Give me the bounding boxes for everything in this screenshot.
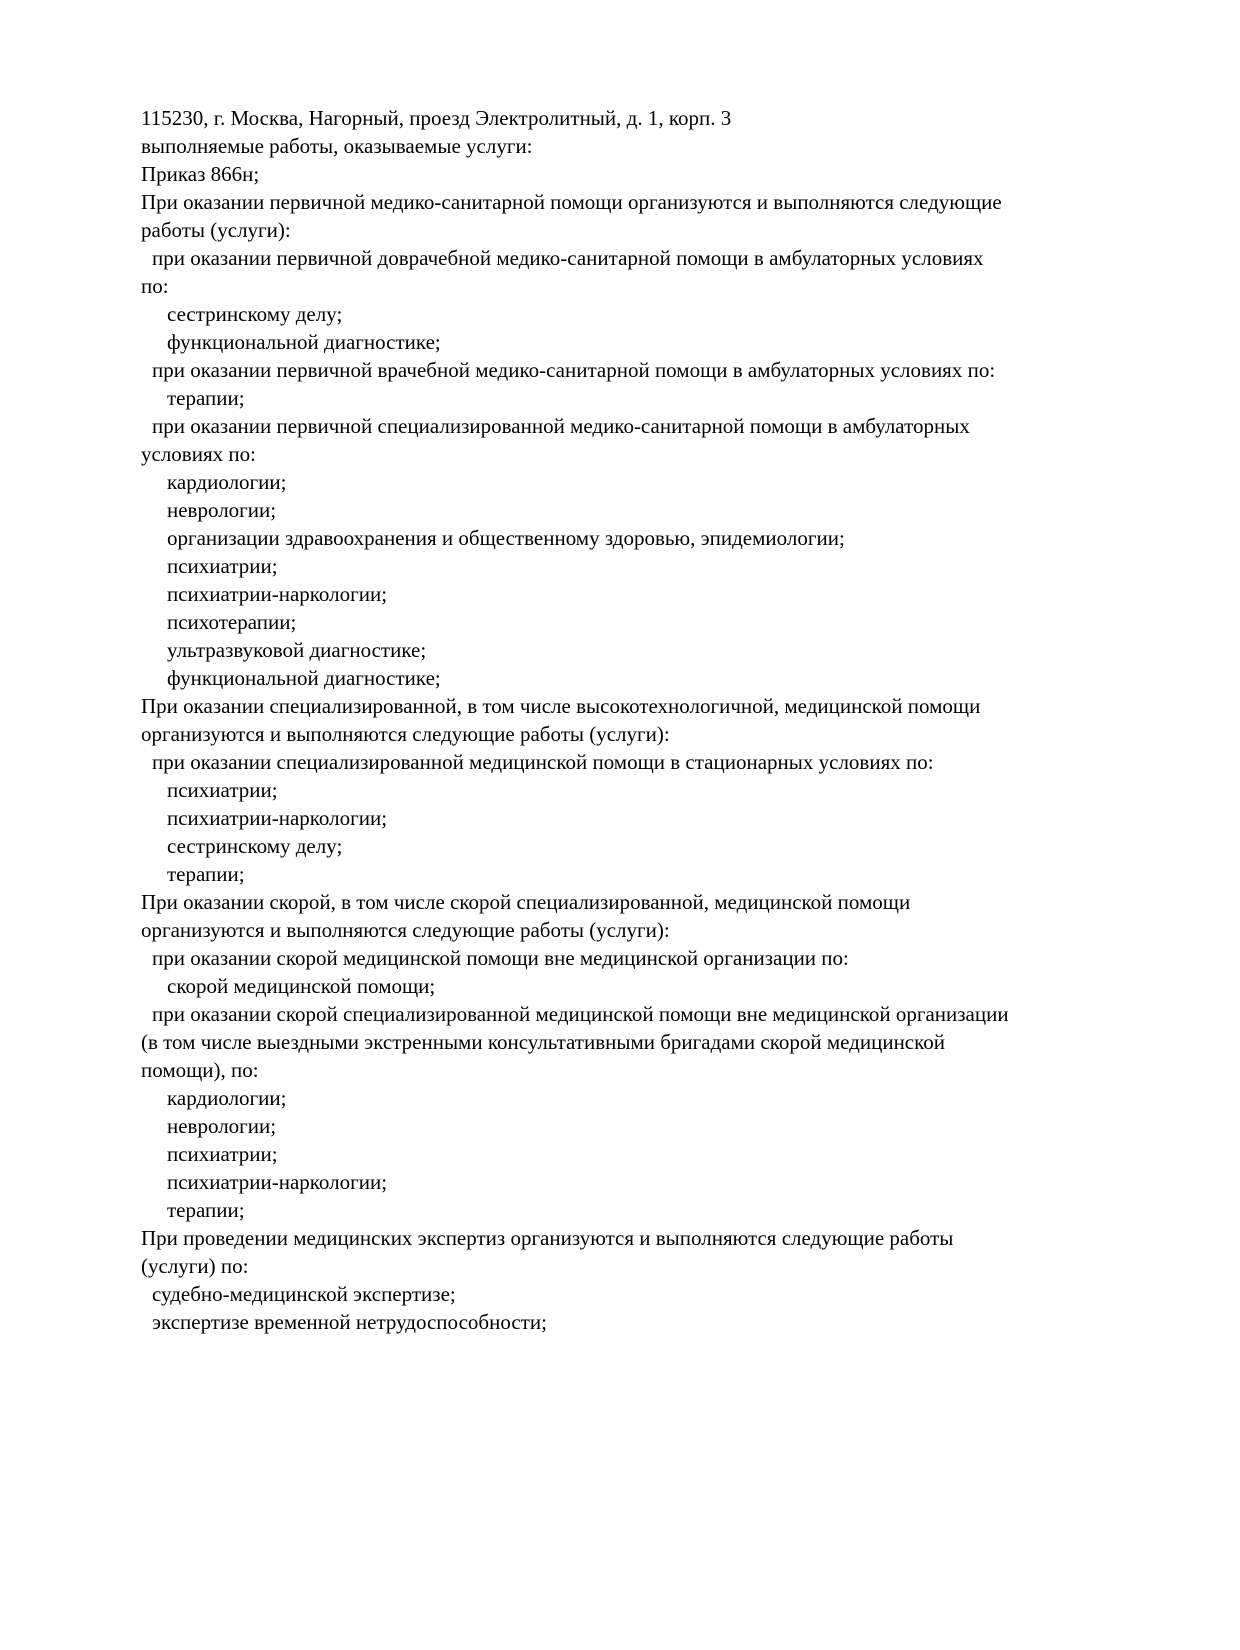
text-line: кардиологии; [167, 470, 287, 494]
text-line: при оказании скорой специализированной медицинской помощи вне медицинской организации [152, 1002, 1009, 1026]
text-line: психиатрии-наркологии; [167, 582, 388, 606]
text-line: психиатрии-наркологии; [167, 1170, 388, 1194]
text-line: по: [141, 274, 169, 298]
text-line: функциональной диагностике; [167, 330, 441, 354]
text-line: при оказании первичной доврачебной медико-санитарной помощи в амбулаторных условиях [152, 246, 984, 270]
text-line: психиатрии; [167, 554, 278, 578]
text-line: (в том числе выездными экстренными консультативными бригадами скорой медицинской [141, 1030, 945, 1054]
text-line: ультразвуковой диагностике; [167, 638, 427, 662]
text-line: психиатрии; [167, 1142, 278, 1166]
text-line: терапии; [167, 386, 245, 410]
text-line: при оказании первичной врачебной медико-санитарной помощи в амбулаторных условиях по: [152, 358, 996, 382]
text-line: психотерапии; [167, 610, 297, 634]
text-line: сестринскому делу; [167, 302, 343, 326]
text-line: при оказании первичной специализированной медико-санитарной помощи в амбулаторных [152, 414, 970, 438]
text-line: при оказании скорой медицинской помощи вне медицинской организации по: [152, 946, 849, 970]
text-line: При оказании специализированной, в том числе высокотехнологичной, медицинской помощи [141, 694, 981, 718]
text-line: При проведении медицинских экспертиз организуются и выполняются следующие работы [141, 1226, 954, 1250]
text-line: Приказ 866н; [141, 162, 260, 186]
text-line: терапии; [167, 1198, 245, 1222]
text-line: неврологии; [167, 1114, 277, 1138]
document-text-block [141, 104, 1131, 1336]
text-line: работы (услуги): [141, 218, 291, 242]
text-line: 115230, г. Москва, Нагорный, проезд Электролитный, д. 1, корп. 3 [141, 106, 732, 130]
text-line: кардиологии; [167, 1086, 287, 1110]
text-line: сестринскому делу; [167, 834, 343, 858]
text-line: При оказании скорой, в том числе скорой специализированной, медицинской помощи [141, 890, 911, 914]
text-line: выполняемые работы, оказываемые услуги: [141, 134, 533, 158]
text-line: помощи), по: [141, 1058, 259, 1082]
text-line: При оказании первичной медико-санитарной помощи организуются и выполняются следующие [141, 190, 1002, 214]
text-line: организуются и выполняются следующие работы (услуги): [141, 722, 670, 746]
text-line: психиатрии-наркологии; [167, 806, 388, 830]
text-line: организуются и выполняются следующие работы (услуги): [141, 918, 670, 942]
text-line: психиатрии; [167, 778, 278, 802]
text-line: скорой медицинской помощи; [167, 974, 436, 998]
text-line: судебно-медицинской экспертизе; [152, 1282, 456, 1306]
text-line: при оказании специализированной медицинской помощи в стационарных условиях по: [152, 750, 934, 774]
text-line: условиях по: [141, 442, 256, 466]
text-line: терапии; [167, 862, 245, 886]
text-line: организации здравоохранения и общественному здоровью, эпидемиологии; [167, 526, 845, 550]
text-line: функциональной диагностике; [167, 666, 441, 690]
text-line: (услуги) по: [141, 1254, 249, 1278]
text-line: неврологии; [167, 498, 277, 522]
text-line: экспертизе временной нетрудоспособности; [152, 1310, 547, 1334]
